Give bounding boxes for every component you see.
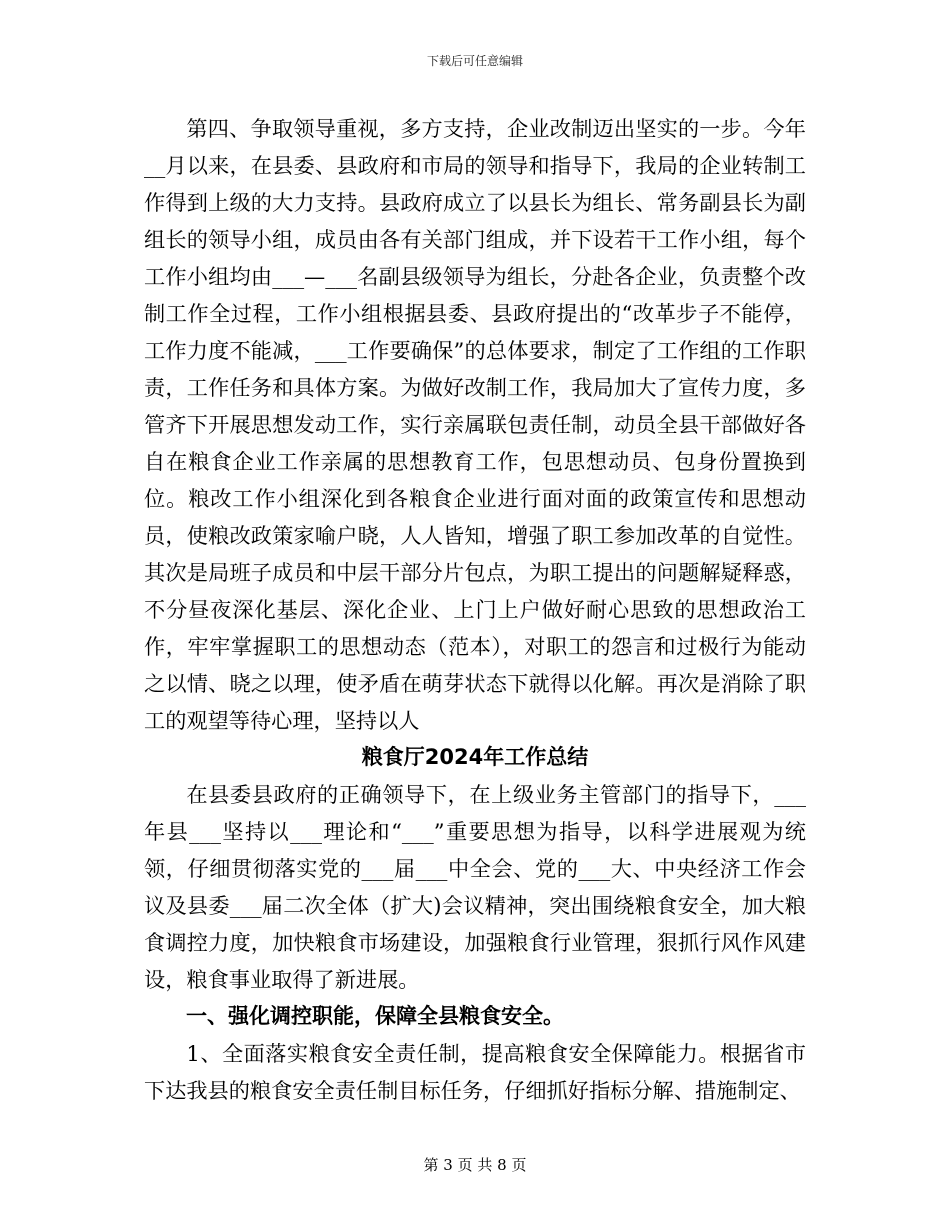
document-body — [144, 110, 806, 1109]
paragraph-enterprise-reform: 第四、争取领导重视，多方支持，企业改制迈出坚实的一步。今年__月以来，在县委、县政府和市局的领导和指导下，我局的企业转制工作得到上级的大力支持。县政府成立了以县长为组长、常务副县长为副组长的领导小组，成员由各有关部门组成，并下设若干工作小组，每个工作小组均由___—___名副县级领导为组长，分赴各企业，负责整个改制工作全过程，工作小组根据县委、县政府提出的“改革步子不能停，工作力度不能减，___工作要确保”的总体要求，制定了工作组的工作职责，工作任务和具体方案。为做好改制工作，我局加大了宣传力度，多管齐下开展思想发动工作，实行亲属联包责任制，动员全县干部做好各自在粮食企业工作亲属的思想教育工作，包思想动员、包身份置换到位。粮改工作小组深化到各粮食企业进行面对面的政策宣传和思想动员，使粮改政策家喻户晓，人人皆知，增强了职工参加改革的自觉性。其次是局班子成员和中层干部分片包点，为职工提出的问题解疑释惑，不分昼夜深化基层、深化企业、上门上户做好耐心思致的思想政治工作，牢牢掌握职工的思想动态（范本），对职工的怨言和过极行为能动之以情、晓之以理，使矛盾在萌芽状态下就得以化解。再次是消除了职工的观望等待心理，坚持以人 — [144, 116, 806, 733]
paragraph-grain-security: 1、全面落实粮食安全责任制，提高粮食安全保障能力。根据省市下达我县的粮食安全责任制目标任务，仔细抓好指标分解、措施制定、 — [144, 1041, 806, 1103]
page-header: 下载后可任意编辑 — [426, 54, 523, 68]
document-title: 粮食厅2024年工作总结 — [361, 745, 589, 769]
page-footer: 第 3 页 共 8 页 — [423, 1156, 527, 1174]
section-heading-1: 一、强化调控职能，保障全县粮食安全。 — [186, 1004, 564, 1028]
paragraph-introduction: 在县委县政府的正确领导下，在上级业务主管部门的指导下，___年县___坚持以___理论和“___”重要思想为指导，以科学进展观为统领，仔细贯彻落实党的___届___中全会、党的___大、中央经济工作会议及县委___届二次全体（扩大)会议精神，突出围绕粮食安全，加大粮食调控力度，加快粮食市场建设，加强粮食行业管理，狠抓行风作风建设，粮食事业取得了新进展。 — [144, 782, 806, 992]
